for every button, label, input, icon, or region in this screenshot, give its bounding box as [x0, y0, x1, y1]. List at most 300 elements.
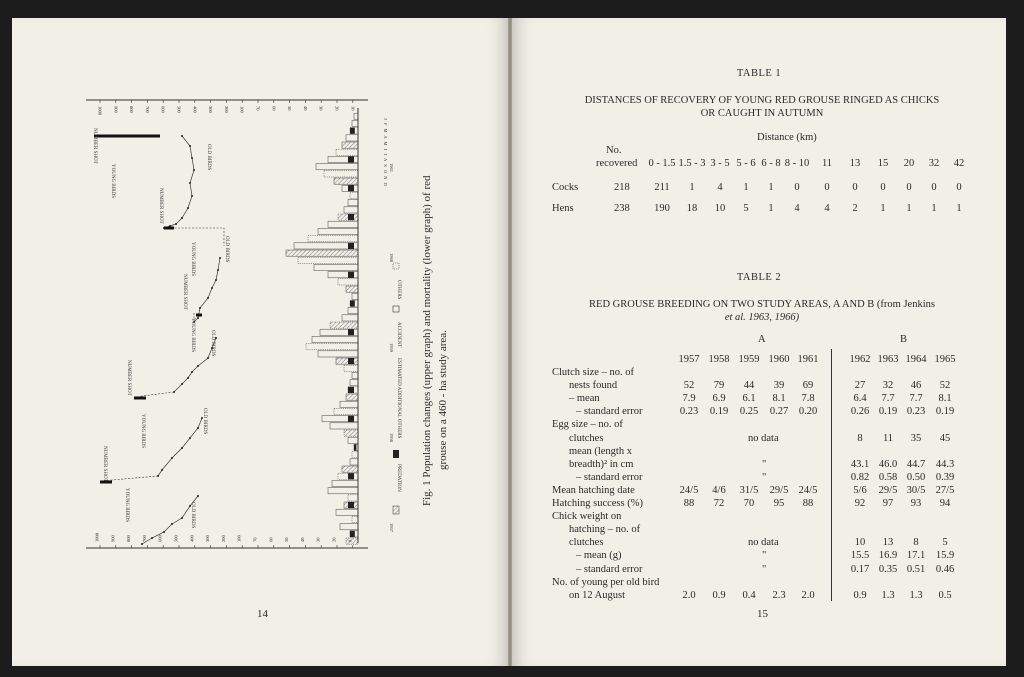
accident-bar — [350, 531, 355, 537]
table2-cell-b: 1.3 — [881, 589, 895, 601]
axis-tick-label: 70 — [255, 106, 261, 111]
table2-row-label: Clutch size – no. of — [552, 367, 634, 378]
number-shot-label-2: NUMBER SHOT — [158, 188, 163, 224]
axis-tick-label: 70 — [252, 537, 258, 542]
table2-cell-b: 52 — [939, 380, 951, 392]
axis-tick-label: 100 — [236, 535, 242, 542]
table2-year-b: 1963 — [877, 354, 899, 365]
table1-cell: 1 — [768, 182, 774, 193]
axis-tick-label: 900 — [113, 106, 119, 113]
table2-cell-b: 94 — [939, 498, 951, 509]
accident-bar — [350, 128, 355, 134]
table2-cell-b: 0.9 — [853, 589, 867, 601]
table2-area-a-note: no data — [748, 432, 779, 444]
table2-cell-b: 7.7 — [909, 393, 923, 405]
table2-cell-b: 92 — [854, 498, 866, 509]
mortality-bar — [312, 336, 358, 342]
mortality-bar — [286, 250, 358, 256]
table2-cell-a: 0.9 — [712, 589, 726, 601]
table1-cell: 0 — [852, 182, 858, 193]
population-point — [189, 437, 191, 439]
axis-tick-label: 400 — [189, 535, 195, 542]
table2-cell-b: 5 — [942, 537, 948, 549]
table2-cell-b: 0.82 — [850, 471, 870, 483]
mortality-bar — [350, 459, 358, 465]
axis-tick-label: 700 — [141, 535, 147, 542]
table2-cell-b: 8 — [857, 432, 863, 444]
legend-estimated-swatch — [393, 263, 399, 269]
accident-bar — [348, 156, 354, 162]
mortality-bar — [346, 538, 358, 544]
old-birds-label-4: OLD BIRDS — [202, 408, 207, 435]
legend-others: OTHERS — [396, 280, 401, 300]
axis-tick-label: 20 — [331, 537, 337, 542]
axis-tick-label: 50 — [287, 106, 293, 111]
mortality-bar — [342, 466, 358, 472]
mortality-bar — [352, 516, 358, 522]
table2-cell-a: 2.0 — [682, 589, 696, 601]
table2-cell-a: 72 — [713, 498, 725, 509]
table1-column-header: 8 - 10 — [784, 158, 810, 169]
table2-cell-b: 7.7 — [881, 393, 895, 405]
population-point — [163, 531, 165, 533]
mortality-bar — [352, 120, 358, 126]
population-point — [215, 279, 217, 281]
axis-tick-label: 10 — [350, 106, 356, 111]
table2-cell-a: 4/6 — [712, 484, 726, 496]
population-point — [151, 537, 153, 539]
table2-cell-b: 0.26 — [850, 406, 870, 418]
number-shot-label-5: NUMBER SHOT — [102, 446, 107, 482]
table2-cell-b: 11 — [882, 432, 894, 444]
table1-cell: 1 — [906, 203, 912, 214]
table2-cell-b: 0.17 — [850, 563, 870, 575]
table2-cell-a: 31/5 — [739, 484, 759, 496]
table2-cell-b: 0.46 — [935, 563, 955, 575]
table2-cell-a: 2.3 — [772, 589, 786, 601]
table2-cell-b: 0.19 — [878, 406, 898, 418]
population-point — [181, 135, 183, 137]
axis-tick-label: 1000 — [94, 533, 100, 542]
accident-bar — [350, 300, 355, 306]
axis-tick-label: 30 — [318, 106, 324, 111]
table2-cell-a: 8.1 — [772, 393, 786, 405]
population-point — [191, 371, 193, 373]
axis-tick-label: 900 — [110, 535, 116, 542]
population-point — [199, 307, 201, 309]
axis-tick-label: 600 — [160, 106, 166, 113]
accident-bar — [348, 185, 354, 191]
young-birds-label-3: YOUNG BIRDS — [190, 318, 195, 353]
table2-cell-b: 27 — [854, 380, 866, 392]
table1-recovered-value: 238 — [614, 203, 630, 214]
mortality-bar — [336, 358, 358, 364]
table2-year-a: 1959 — [738, 354, 760, 365]
table1-cell: 1 — [689, 182, 695, 193]
table1-cell: 18 — [686, 203, 698, 214]
table2-row-label: breadth)² in cm — [569, 458, 634, 470]
population-point — [181, 447, 183, 449]
accident-bar — [348, 473, 354, 479]
table1-cell: 0 — [931, 182, 937, 193]
accident-bar — [348, 502, 354, 508]
table2-row-label: mean (length x — [569, 445, 632, 457]
axis-tick-label: 400 — [192, 106, 198, 113]
table2-area-a: A — [758, 334, 766, 345]
axis-tick-label: 800 — [126, 535, 132, 542]
table1-subtitle-line1: DISTANCES OF RECOVERY OF YOUNG RED GROUSE RINGED AS CHICKS — [584, 95, 940, 106]
table2-cell-a: 0.20 — [798, 406, 818, 418]
table1-title: TABLE 1 — [736, 68, 782, 79]
table1-cell: 0 — [906, 182, 912, 193]
table2-cell-a: 39 — [773, 380, 785, 392]
young-birds-label-4: YOUNG BIRDS — [140, 414, 145, 449]
mortality-bar — [328, 221, 358, 227]
legend-estimated: ESTIMATED ADDITIONAL OTHERS — [396, 358, 401, 439]
table2-cell-b: 30/5 — [906, 484, 926, 496]
table2-cell-b: 8.1 — [938, 393, 952, 405]
table1-cell: 5 — [743, 203, 749, 214]
old-birds-label-1: OLD BIRDS — [206, 144, 211, 171]
population-point — [181, 383, 183, 385]
legend-predation: PREDATION — [396, 464, 401, 492]
legend-others-swatch — [393, 306, 399, 312]
table2-row-label: – mean — [569, 393, 600, 405]
table2-cell-a: 44 — [743, 380, 755, 392]
mortality-bar — [352, 293, 358, 299]
mortality-bar — [350, 380, 358, 386]
upper-axis-ticks — [98, 100, 356, 116]
accident-bar — [348, 329, 354, 335]
table2-cell-b: 15.5 — [850, 550, 870, 562]
mortality-bar — [348, 200, 358, 206]
axis-tick-label: 200 — [223, 106, 229, 113]
table2-cell-a: 95 — [773, 498, 785, 509]
table2-cell-a: 7.8 — [801, 393, 815, 405]
table2-row-label: Hatching success (%) — [552, 498, 643, 509]
year-label: 1959 — [389, 343, 394, 352]
year-label: 1960 — [389, 253, 394, 262]
mortality-bars — [286, 113, 358, 544]
table2-area-a-note: " — [762, 550, 767, 562]
table2-cell-b: 17.1 — [906, 550, 926, 562]
table2-row-label: – standard error — [576, 406, 643, 418]
table1-column-header: 32 — [928, 158, 940, 169]
table2-year-b: 1965 — [934, 354, 956, 365]
population-point — [197, 365, 199, 367]
accident-bar — [348, 214, 354, 220]
left-page — [12, 18, 508, 666]
mortality-bar — [348, 495, 358, 501]
axis-tick-label: 50 — [284, 537, 290, 542]
table2-row-label: on 12 August — [569, 589, 626, 601]
population-point — [219, 257, 221, 259]
table2-cell-a: 0.4 — [742, 589, 756, 601]
population-point — [189, 145, 191, 147]
table1-column-header: 11 — [821, 158, 833, 169]
table1-subtitle-line2: OR CAUGHT IN AUTUMN — [700, 108, 824, 119]
old-birds-label-5: OLD BIRDS — [190, 502, 195, 529]
table2-cell-b: 0.51 — [906, 563, 926, 575]
table2-divider — [831, 349, 832, 601]
table2-cell-a: 29/5 — [769, 484, 789, 496]
population-point — [207, 297, 209, 299]
axis-tick-label: 700 — [144, 106, 150, 113]
table2-cell-b: 15.9 — [935, 550, 955, 562]
mortality-bar — [336, 509, 358, 515]
table1-cell: 4 — [824, 203, 830, 214]
table1-cell: 4 — [794, 203, 800, 214]
legend — [396, 358, 401, 439]
month-letters: J F M A M J J A S O N D — [383, 118, 388, 187]
mortality-bar — [344, 430, 358, 436]
table2-cell-b: 10 — [854, 537, 866, 549]
table2-row-label: Mean hatching date — [552, 484, 635, 496]
table1-cell: 1 — [956, 203, 962, 214]
table1-cell: 0 — [824, 182, 830, 193]
table1-cell: 211 — [654, 182, 670, 193]
table2-area-b: B — [900, 334, 908, 345]
mortality-bar — [344, 365, 358, 371]
table2-cell-b: 29/5 — [878, 484, 898, 496]
population-point — [161, 469, 163, 471]
figure-caption-line2: grouse on a 460 - ha study area. — [437, 330, 449, 470]
year-label: 1957 — [389, 523, 394, 532]
young-birds-label-2: YOUNG BIRDS — [190, 242, 195, 277]
mortality-bar — [328, 488, 358, 494]
table1-distance-header: Distance (km) — [757, 132, 817, 143]
mortality-bar — [354, 113, 358, 119]
table2-cell-a: 88 — [802, 498, 814, 509]
number-shot-label-3: NUMBER SHOT — [182, 274, 187, 310]
mortality-bar — [334, 178, 358, 184]
population-point — [211, 287, 213, 289]
population-point — [175, 223, 177, 225]
accident-bar — [348, 416, 354, 422]
accident-bar — [348, 243, 354, 249]
table1-column-header: 3 - 5 — [710, 158, 730, 169]
table2-cell-b: 0.5 — [938, 589, 952, 601]
table2-year-b: 1964 — [905, 354, 927, 365]
table2-cell-a: 7.9 — [682, 393, 696, 405]
table2-cell-b: 35 — [910, 432, 922, 444]
axis-tick-label: 60 — [268, 537, 274, 542]
accident-bar — [348, 358, 354, 364]
population-point — [171, 457, 173, 459]
population-point — [181, 217, 183, 219]
mortality-bar — [350, 192, 358, 198]
table2-row-label: – standard error — [576, 563, 643, 575]
table1-row-label: Hens — [552, 203, 574, 214]
population-point — [207, 357, 209, 359]
population-point — [171, 523, 173, 525]
table1-column-header: 13 — [849, 158, 861, 169]
table2-cell-b: 0.58 — [878, 471, 898, 483]
mortality-bar — [316, 164, 358, 170]
accident-bar — [354, 444, 356, 450]
axis-tick-label: 100 — [239, 106, 245, 113]
young-birds-label-5: YOUNG BIRDS — [124, 488, 129, 523]
table1-recovered-label: recovered — [596, 158, 638, 169]
table1-column-header: 1.5 - 3 — [678, 158, 706, 169]
table2-year-a: 1961 — [797, 354, 819, 365]
axis-tick-label: 30 — [315, 537, 321, 542]
legend-accident-swatch — [393, 450, 399, 458]
population-point — [191, 157, 193, 159]
table2-row-label: clutches — [569, 432, 604, 444]
table2-cell-a: 24/5 — [798, 484, 818, 496]
year-label: 1958 — [389, 433, 394, 442]
table2-area-a-note: " — [762, 458, 767, 470]
table2-area-a-note: " — [762, 471, 767, 483]
year-labels — [389, 163, 394, 533]
mortality-bar — [346, 394, 358, 400]
population-line — [164, 136, 194, 228]
table2-cell-b: 45 — [939, 432, 951, 444]
table2-cell-b: 0.50 — [906, 471, 926, 483]
table1-subtitle — [552, 94, 972, 120]
mortality-bar — [340, 524, 358, 530]
table2-cell-b: 1.3 — [909, 589, 923, 601]
right-page — [512, 18, 1006, 666]
table2-area-a-note: " — [762, 563, 767, 575]
table1-cell: 0 — [956, 182, 962, 193]
table1-no-label: No. — [606, 145, 622, 156]
table2-cell-a: 79 — [713, 380, 725, 392]
mortality-bar — [334, 408, 358, 414]
mortality-bar — [342, 315, 358, 321]
table1-column-header: 42 — [953, 158, 965, 169]
axis-tick-label: 200 — [220, 535, 226, 542]
table1-cell: 0 — [794, 182, 800, 193]
old-birds-label-2: OLD BIRDS — [224, 236, 229, 263]
table2-cell-b: 0.39 — [935, 471, 955, 483]
table2-cell-a: 2.0 — [801, 589, 815, 601]
table2-cell-b: 0.23 — [906, 406, 926, 418]
table2-cell-b: 43.1 — [850, 458, 870, 470]
table2-year-a: 1960 — [768, 354, 790, 365]
mortality-bar — [352, 452, 358, 458]
population-point — [191, 195, 193, 197]
mortality-bar — [340, 401, 358, 407]
axis-tick-label: 600 — [157, 535, 163, 542]
table2-cell-a: 52 — [683, 380, 695, 392]
mortality-bar — [318, 228, 358, 234]
axis-tick-label: 60 — [271, 106, 277, 111]
table2-row-label: hatching – no. of — [569, 524, 641, 536]
lower-axis-ticks — [95, 532, 353, 548]
table1-cell: 2 — [852, 203, 858, 214]
table2-row-label: nests found — [569, 380, 618, 392]
table1-column-header: 0 - 1.5 — [648, 158, 676, 169]
young-birds-label-1: YOUNG BIRDS — [110, 164, 115, 199]
table2-cell-b: 46.0 — [878, 458, 898, 470]
table2-row-label: – standard error — [576, 471, 643, 483]
population-line — [158, 418, 202, 476]
mortality-bar — [308, 236, 358, 242]
mortality-bar — [324, 171, 358, 177]
population-point — [217, 269, 219, 271]
table2-cell-b: 44.7 — [906, 458, 926, 470]
population-point — [141, 543, 143, 545]
old-birds-label-3: OLD BIRDS — [210, 330, 215, 357]
table2-row-label: Egg size – no. of — [552, 419, 623, 431]
table2-cell-a: 88 — [683, 498, 695, 509]
table2-year-a: 1958 — [708, 354, 730, 365]
table2-cell-b: 93 — [910, 498, 922, 509]
right-page-number: 15 — [757, 608, 768, 620]
table2-cell-b: 0.19 — [935, 406, 955, 418]
population-point — [197, 495, 199, 497]
mortality-bar — [336, 149, 358, 155]
figure-caption-line1: Fig. 1 Population changes (upper graph) and mortality (lower graph) of red — [421, 175, 433, 506]
axis-tick-label: 500 — [176, 106, 182, 113]
population-mortality-figure — [12, 18, 508, 618]
population-point — [197, 427, 199, 429]
table2-cell-b: 46 — [910, 380, 922, 392]
left-page-number: 14 — [257, 608, 268, 620]
table2-cell-a: 0.23 — [679, 406, 699, 418]
table2-cell-a: 0.25 — [739, 406, 759, 418]
mortality-bar — [344, 207, 358, 213]
number-shot-label-1: NUMBER SHOT — [92, 128, 97, 164]
mortality-bar — [338, 279, 358, 285]
axis-tick-label: 500 — [173, 535, 179, 542]
mortality-bar — [306, 344, 358, 350]
table1-cell: 1 — [931, 203, 937, 214]
table1-recovered-value: 218 — [614, 182, 630, 193]
table2-row-label: clutches — [569, 537, 604, 549]
accident-bar — [348, 387, 354, 393]
table2-cell-b: 32 — [882, 380, 894, 392]
table2-cell-b: 0.35 — [878, 563, 898, 575]
table1-cell: 10 — [714, 203, 726, 214]
table2-cell-a: 6.9 — [712, 393, 726, 405]
table2-cell-b: 6.4 — [853, 393, 867, 405]
mortality-bar — [330, 423, 358, 429]
table2-area-a-note: no data — [748, 537, 779, 549]
table2-year-b: 1962 — [849, 354, 871, 365]
table2-cell-b: 8 — [913, 537, 919, 549]
table2-subtitle-line2: et al. 1963, 1966) — [724, 312, 800, 323]
table2-cell-a: 70 — [743, 498, 755, 509]
population-point — [197, 317, 199, 319]
axis-tick-label: 800 — [129, 106, 135, 113]
table2-cell-b: 16.9 — [878, 550, 898, 562]
table2-cell-b: 13 — [882, 537, 894, 549]
table1-cell: 1 — [743, 182, 749, 193]
axis-tick-label: 20 — [334, 106, 340, 111]
year-label: 1961 — [389, 163, 394, 172]
table1-cell: 190 — [654, 203, 670, 214]
population-point — [181, 517, 183, 519]
table2-cell-b: 27/5 — [935, 484, 955, 496]
table2-cell-a: 24/5 — [679, 484, 699, 496]
mortality-bar — [330, 322, 358, 328]
table2-cell-b: 44.3 — [935, 458, 955, 470]
table2-cell-a: 69 — [802, 380, 814, 392]
table1-cell: 1 — [768, 203, 774, 214]
table1-cell: 4 — [717, 182, 723, 193]
mortality-bar — [332, 480, 358, 486]
mortality-bar — [348, 308, 358, 314]
mortality-bar — [348, 437, 358, 443]
axis-tick-label: 300 — [208, 106, 214, 113]
table2-title: TABLE 2 — [736, 272, 782, 283]
table2-subtitle — [552, 298, 972, 324]
table2-cell-b: 97 — [882, 498, 894, 509]
table1-cell: 0 — [880, 182, 886, 193]
